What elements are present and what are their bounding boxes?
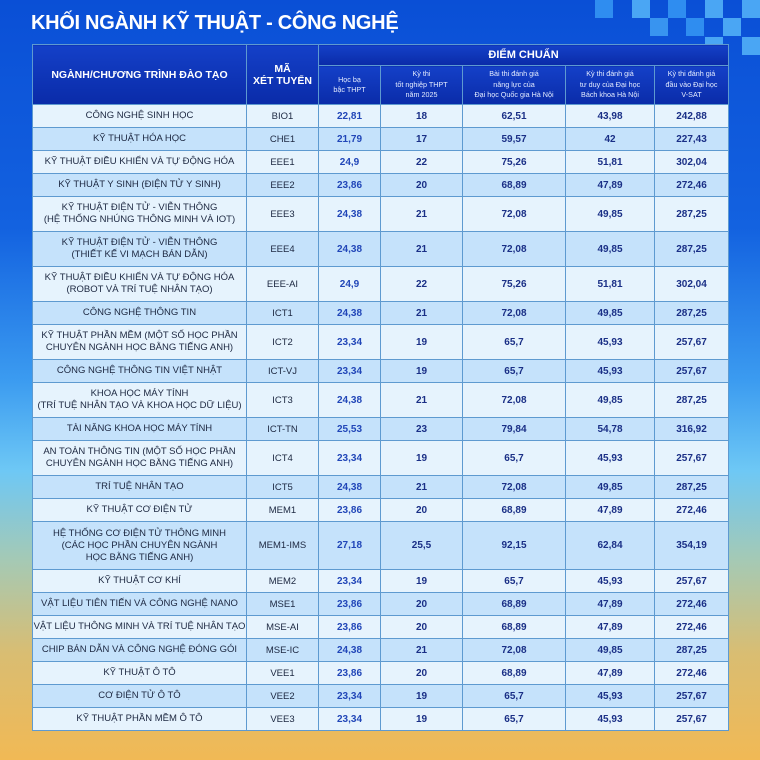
score-dgtd: 49,85 [566, 639, 655, 662]
score-dgnl: 65,7 [463, 325, 566, 360]
score-dgtd: 47,89 [566, 593, 655, 616]
score-hocba: 23,34 [319, 685, 381, 708]
score-dgnl: 65,7 [463, 708, 566, 731]
score-hocba: 23,86 [319, 593, 381, 616]
score-dgnl: 72,08 [463, 476, 566, 499]
header-thpt-exam [381, 66, 463, 105]
score-hocba: 24,38 [319, 232, 381, 267]
program-name-line: (HỆ THỐNG NHÚNG THÔNG MINH VÀ IOT) [43, 214, 236, 225]
table-row [33, 360, 729, 383]
score-dgtd: 47,89 [566, 499, 655, 522]
score-hocba: 23,86 [319, 616, 381, 639]
program-name-line: VẬT LIỆU THÔNG MINH VÀ TRÍ TUỆ NHÂN TẠO [33, 621, 246, 632]
table-row [33, 383, 729, 418]
table-row [33, 522, 729, 570]
score-thpt: 21 [381, 302, 463, 325]
program-name-line: KỸ THUẬT CƠ ĐIỆN TỬ [86, 504, 193, 515]
header-line: Kỳ thi [412, 69, 431, 79]
program-name-line: KỸ THUẬT ĐIỆN TỬ - VIỄN THÔNG [61, 237, 218, 248]
score-dgtd: 45,93 [566, 441, 655, 476]
score-vsat: 272,46 [655, 174, 729, 197]
score-hocba: 24,38 [319, 302, 381, 325]
score-hocba: 27,18 [319, 522, 381, 570]
table-row [33, 267, 729, 302]
table-row [33, 616, 729, 639]
score-hocba: 23,86 [319, 174, 381, 197]
score-dgnl: 79,84 [463, 418, 566, 441]
score-vsat: 287,25 [655, 476, 729, 499]
score-dgtd: 47,89 [566, 174, 655, 197]
program-name [33, 360, 247, 383]
program-name-line: (ROBOT VÀ TRÍ TUỆ NHÂN TẠO) [66, 284, 213, 295]
header-line: đầu vào Đại học [665, 79, 718, 89]
score-dgnl: 65,7 [463, 360, 566, 383]
score-hocba: 23,34 [319, 708, 381, 731]
program-name [33, 616, 247, 639]
header-line: tốt nghiệp THPT [395, 79, 448, 89]
score-dgnl: 65,7 [463, 441, 566, 476]
score-vsat: 242,88 [655, 105, 729, 128]
header-vsat [655, 66, 729, 105]
score-vsat: 227,43 [655, 128, 729, 151]
score-thpt: 21 [381, 639, 463, 662]
score-hocba: 23,86 [319, 662, 381, 685]
program-code: EEE4 [247, 232, 319, 267]
program-code: ICT4 [247, 441, 319, 476]
score-dgtd: 45,93 [566, 325, 655, 360]
program-code: ICT1 [247, 302, 319, 325]
score-thpt: 19 [381, 325, 463, 360]
score-dgtd: 45,93 [566, 360, 655, 383]
program-name [33, 476, 247, 499]
program-name [33, 302, 247, 325]
score-thpt: 20 [381, 593, 463, 616]
program-name-line: KỸ THUẬT Y SINH (ĐIỆN TỬ Y SINH) [58, 179, 221, 190]
program-name-line: HỌC BẰNG TIẾNG ANH) [85, 551, 194, 563]
program-code: MEM1 [247, 499, 319, 522]
score-thpt: 21 [381, 383, 463, 418]
score-thpt: 19 [381, 708, 463, 731]
table-row [33, 232, 729, 267]
program-name-line: KỸ THUẬT CƠ KHÍ [98, 575, 181, 586]
score-thpt: 22 [381, 151, 463, 174]
score-vsat: 257,67 [655, 708, 729, 731]
program-name [33, 197, 247, 232]
program-code: VEE2 [247, 685, 319, 708]
page-title: KHỐI NGÀNH KỸ THUẬT - CÔNG NGHỆ [31, 12, 399, 34]
score-dgnl: 68,89 [463, 174, 566, 197]
score-dgtd: 43,98 [566, 105, 655, 128]
program-name-line: KỸ THUẬT PHẦN MỀM Ô TÔ [76, 713, 203, 724]
program-name-line: TRÍ TUỆ NHÂN TẠO [95, 481, 184, 492]
score-dgtd: 49,85 [566, 383, 655, 418]
table-row [33, 499, 729, 522]
score-vsat: 302,04 [655, 267, 729, 302]
program-code: EEE-AI [247, 267, 319, 302]
program-name-line: CÔNG NGHỆ THÔNG TIN [82, 307, 197, 318]
score-hocba: 23,34 [319, 570, 381, 593]
program-name-line: KỸ THUẬT PHẦN MỀM (MỘT SỐ HỌC PHẦN [41, 330, 238, 341]
score-hocba: 24,38 [319, 383, 381, 418]
score-dgnl: 68,89 [463, 662, 566, 685]
score-vsat: 287,25 [655, 197, 729, 232]
score-hocba: 24,9 [319, 151, 381, 174]
score-thpt: 20 [381, 499, 463, 522]
score-hocba: 24,38 [319, 476, 381, 499]
score-dgnl: 59,57 [463, 128, 566, 151]
program-name-line: HỆ THỐNG CƠ ĐIỆN TỬ THÔNG MINH [52, 527, 227, 539]
header-code [247, 45, 319, 105]
program-name [33, 151, 247, 174]
program-code: BIO1 [247, 105, 319, 128]
header-program: NGÀNH/CHƯƠNG TRÌNH ĐÀO TẠO [33, 45, 247, 105]
program-name [33, 708, 247, 731]
program-code: MEM1-IMS [247, 522, 319, 570]
program-code: EEE1 [247, 151, 319, 174]
program-name-line: TÀI NĂNG KHOA HỌC MÁY TÍNH [66, 423, 213, 434]
score-dgnl: 65,7 [463, 570, 566, 593]
header-cutoff-score-group: ĐIỂM CHUẨN [319, 45, 729, 66]
score-hocba: 24,38 [319, 639, 381, 662]
program-code: EEE3 [247, 197, 319, 232]
admission-scores-table [32, 44, 729, 731]
program-code: MSE-IC [247, 639, 319, 662]
table-row [33, 105, 729, 128]
score-hocba: 22,81 [319, 105, 381, 128]
score-vsat: 287,25 [655, 232, 729, 267]
score-dgtd: 49,85 [566, 476, 655, 499]
score-dgtd: 51,81 [566, 151, 655, 174]
program-name-line: KỸ THUẬT ĐIỀU KHIỂN VÀ TỰ ĐỘNG HÓA [44, 272, 235, 283]
program-code: MSE1 [247, 593, 319, 616]
table-row [33, 570, 729, 593]
program-name [33, 383, 247, 418]
program-name-line: KHOA HỌC MÁY TÍNH [90, 388, 189, 399]
program-name [33, 232, 247, 267]
program-name-line: CHUYÊN NGÀNH HỌC BẰNG TIẾNG ANH) [45, 342, 234, 353]
score-dgnl: 68,89 [463, 593, 566, 616]
header-dgnl [463, 66, 566, 105]
score-dgtd: 49,85 [566, 197, 655, 232]
score-thpt: 21 [381, 476, 463, 499]
program-name-line: AN TOÀN THÔNG TIN (MỘT SỐ HỌC PHẦN [43, 446, 236, 457]
score-thpt: 19 [381, 685, 463, 708]
header-line: bậc THPT [333, 85, 366, 94]
score-vsat: 287,25 [655, 302, 729, 325]
score-vsat: 257,67 [655, 685, 729, 708]
score-hocba: 23,34 [319, 360, 381, 383]
score-dgnl: 72,08 [463, 639, 566, 662]
table-row [33, 593, 729, 616]
score-vsat: 272,46 [655, 616, 729, 639]
program-name [33, 267, 247, 302]
program-name-line: CÔNG NGHỆ THÔNG TIN VIỆT NHẬT [56, 365, 223, 376]
program-name [33, 662, 247, 685]
program-code: ICT3 [247, 383, 319, 418]
score-dgnl: 92,15 [463, 522, 566, 570]
program-name [33, 325, 247, 360]
score-vsat: 257,67 [655, 441, 729, 476]
program-code: ICT-TN [247, 418, 319, 441]
table-row [33, 128, 729, 151]
score-thpt: 20 [381, 662, 463, 685]
table-row [33, 151, 729, 174]
header-line: Bài thi đánh giá [489, 69, 539, 79]
score-vsat: 316,92 [655, 418, 729, 441]
program-name [33, 441, 247, 476]
score-dgnl: 72,08 [463, 232, 566, 267]
program-name [33, 570, 247, 593]
score-vsat: 272,46 [655, 593, 729, 616]
table-row [33, 639, 729, 662]
header-code-line2: XÉT TUYỂN [253, 74, 312, 87]
score-vsat: 287,25 [655, 639, 729, 662]
program-name-line: (THIẾT KẾ VI MẠCH BÁN DẪN) [71, 249, 208, 260]
score-dgnl: 75,26 [463, 151, 566, 174]
score-vsat: 287,25 [655, 383, 729, 418]
table-row [33, 325, 729, 360]
score-dgtd: 54,78 [566, 418, 655, 441]
score-thpt: 17 [381, 128, 463, 151]
score-dgnl: 62,51 [463, 105, 566, 128]
program-code: ICT-VJ [247, 360, 319, 383]
score-thpt: 23 [381, 418, 463, 441]
score-dgnl: 72,08 [463, 383, 566, 418]
table-row [33, 174, 729, 197]
score-vsat: 302,04 [655, 151, 729, 174]
program-name-line: KỸ THUẬT ĐIỀU KHIỂN VÀ TỰ ĐỘNG HÓA [44, 156, 235, 167]
program-name-line: KỸ THUẬT HÓA HỌC [92, 133, 187, 144]
program-name-line: CÔNG NGHỆ SINH HỌC [85, 110, 194, 121]
score-thpt: 20 [381, 616, 463, 639]
score-dgtd: 47,89 [566, 616, 655, 639]
program-name [33, 499, 247, 522]
table-row [33, 685, 729, 708]
score-vsat: 257,67 [655, 570, 729, 593]
score-vsat: 257,67 [655, 325, 729, 360]
score-thpt: 19 [381, 441, 463, 476]
header-line: Kỳ thi đánh giá [586, 69, 634, 79]
table-row [33, 418, 729, 441]
header-line: Đại học Quốc gia Hà Nội [474, 90, 554, 100]
score-vsat: 272,46 [655, 499, 729, 522]
header-code-line1: MÃ [274, 62, 291, 75]
program-name [33, 418, 247, 441]
table-row [33, 662, 729, 685]
score-dgnl: 68,89 [463, 616, 566, 639]
table-row [33, 708, 729, 731]
table-row [33, 302, 729, 325]
program-code: CHE1 [247, 128, 319, 151]
program-name [33, 128, 247, 151]
score-dgtd: 62,84 [566, 522, 655, 570]
score-thpt: 21 [381, 197, 463, 232]
program-code: MEM2 [247, 570, 319, 593]
score-thpt: 19 [381, 570, 463, 593]
score-hocba: 21,79 [319, 128, 381, 151]
score-thpt: 19 [381, 360, 463, 383]
score-dgtd: 45,93 [566, 685, 655, 708]
header-dgtd [566, 66, 655, 105]
program-name [33, 174, 247, 197]
program-code: VEE1 [247, 662, 319, 685]
score-dgtd: 45,93 [566, 570, 655, 593]
header-line: năm 2025 [405, 90, 438, 100]
score-dgtd: 42 [566, 128, 655, 151]
program-name [33, 685, 247, 708]
program-name-line: CHUYÊN NGÀNH HỌC BẰNG TIẾNG ANH) [45, 458, 234, 469]
table-row [33, 197, 729, 232]
score-hocba: 25,53 [319, 418, 381, 441]
program-code: EEE2 [247, 174, 319, 197]
score-dgnl: 68,89 [463, 499, 566, 522]
header-line: tư duy của Đại học [579, 79, 641, 89]
program-name-line: CHIP BÁN DẪN VÀ CÔNG NGHỆ ĐÓNG GÓI [41, 644, 238, 655]
score-hocba: 24,9 [319, 267, 381, 302]
table-row [33, 441, 729, 476]
program-name [33, 522, 247, 570]
score-thpt: 18 [381, 105, 463, 128]
program-name-line: (TRÍ TUỆ NHÂN TẠO VÀ KHOA HỌC DỮ LIỆU) [37, 400, 242, 411]
score-dgtd: 51,81 [566, 267, 655, 302]
program-name-line: CƠ ĐIỆN TỬ Ô TÔ [98, 690, 181, 701]
score-dgnl: 65,7 [463, 685, 566, 708]
score-vsat: 257,67 [655, 360, 729, 383]
program-name-line: (CÁC HỌC PHẦN CHUYÊN NGÀNH [61, 539, 218, 551]
score-thpt: 22 [381, 267, 463, 302]
score-dgnl: 72,08 [463, 302, 566, 325]
score-thpt: 20 [381, 174, 463, 197]
score-vsat: 354,19 [655, 522, 729, 570]
program-name [33, 105, 247, 128]
program-name-line: VẬT LIỆU TIÊN TIẾN VÀ CÔNG NGHỆ NANO [41, 598, 238, 609]
header-line: năng lực của [493, 79, 535, 89]
header-line: V-SAT [681, 90, 702, 100]
score-dgnl: 75,26 [463, 267, 566, 302]
score-dgtd: 49,85 [566, 232, 655, 267]
score-dgnl: 72,08 [463, 197, 566, 232]
program-code: MSE-AI [247, 616, 319, 639]
score-hocba: 24,38 [319, 197, 381, 232]
program-code: ICT5 [247, 476, 319, 499]
program-name-line: KỸ THUẬT Ô TÔ [103, 667, 176, 678]
score-hocba: 23,86 [319, 499, 381, 522]
score-vsat: 272,46 [655, 662, 729, 685]
score-thpt: 25,5 [381, 522, 463, 570]
score-hocba: 23,34 [319, 441, 381, 476]
score-hocba: 23,34 [319, 325, 381, 360]
program-name [33, 593, 247, 616]
score-dgtd: 49,85 [566, 302, 655, 325]
header-line: Học bạ [338, 74, 361, 84]
program-code: ICT2 [247, 325, 319, 360]
header-line: Bách khoa Hà Nội [581, 90, 639, 100]
program-name [33, 639, 247, 662]
score-dgtd: 47,89 [566, 662, 655, 685]
score-thpt: 21 [381, 232, 463, 267]
header-line: Kỳ thi đánh giá [667, 69, 716, 79]
table-row [33, 476, 729, 499]
header-hocba [319, 66, 381, 105]
program-code: VEE3 [247, 708, 319, 731]
score-dgtd: 45,93 [566, 708, 655, 731]
program-name-line: KỸ THUẬT ĐIỆN TỬ - VIỄN THÔNG [61, 202, 218, 213]
